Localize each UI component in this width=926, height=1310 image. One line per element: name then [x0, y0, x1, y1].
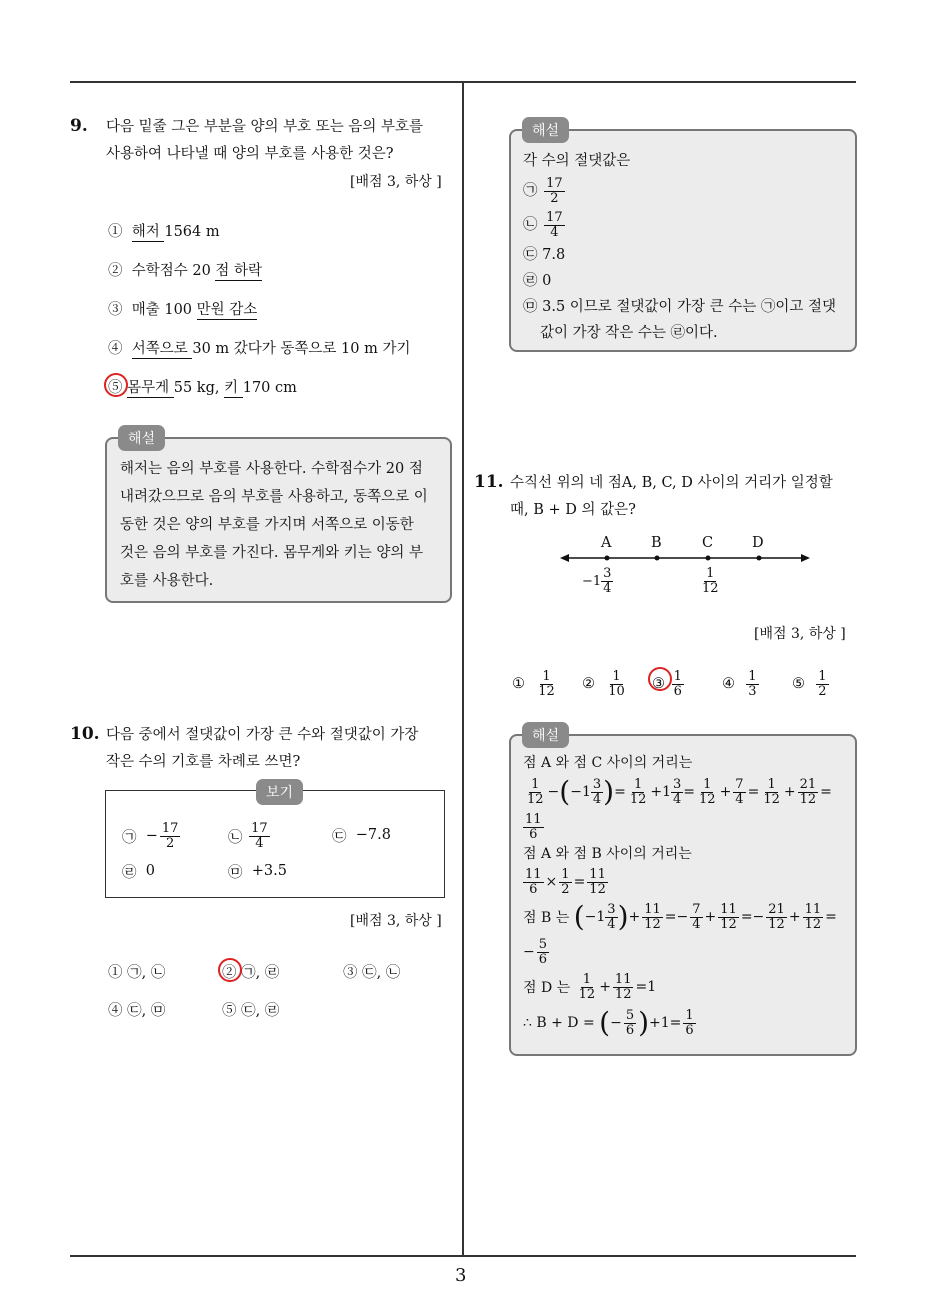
q9-number: 9.: [70, 116, 88, 136]
q9-choice-5[interactable]: ⑤ 몸무게 55 kg, 키 170 cm: [108, 380, 297, 396]
q9-solution-text: 해저는 음의 부호를 사용한다. 수학점수가 20 점 내려갔으므로 음의 부호를 사용하고, 동쪽으로 이 동한 것은 양의 부호를 가지며 서쪽으로 이동한 것은 음의 부호를 가진다. 몸무게와 키는 양의 부 호를 사용한다.: [120, 461, 428, 589]
q11-number: 11.: [474, 472, 504, 492]
q9-text-line1: 다음 밑줄 그은 부분을 양의 부호 또는 음의 부호를: [106, 119, 424, 135]
q11-sol-eq4: 점 D 는 $\frac{1}{12}$ + $\frac{11}{12}$ =1: [523, 971, 657, 1002]
q11-sol-eq2: $\frac{11}{6}$ × $\frac{1}{2}$ = $\frac{11}{12}$: [525, 866, 606, 897]
q11-sol-eq1: $\frac{1}{12}$ − ( −1 $\frac{3}{4}$ ) = $\frac{1}{12}$ +1 $\frac{3}{4}$ = $\frac{1}{12}$ + $\frac{7}{4}$ = $\frac{1}{12}$ + $\frac{21}{12}$ =: [527, 775, 832, 808]
q9-choice-1[interactable]: ① 해저 1564 m: [108, 224, 220, 240]
q11-sol-line1: 점 A 와 점 C 사이의 거리는: [523, 755, 693, 771]
q11-a-label: −1 $\frac{3}{4}$: [582, 565, 612, 596]
q10-choice-3[interactable]: ③ ㉢, ㉡: [343, 965, 401, 981]
q9-answer-circle: [104, 373, 128, 397]
page-number: 3: [455, 1265, 467, 1286]
q10-text: 다음 중에서 절댓값이 가장 큰 수와 절댓값이 가장 작은 수의 기호를 차례로 쓰면?: [106, 727, 419, 770]
q11-solution-text: 점 A 와 점 C 사이의 거리는 $\frac{1}{12}$ − ( −1 $\frac{3}{4}$ ) = $\frac{1}{12}$ +1 $\frac{3}{4}$ = $\frac{1}{12}$ + $\frac{7}{4}$ = $\frac{1}{12}$ + $\frac{21}{12}$ = $\frac{11}{6}$ 점 A 와 점 B 사이의 거리는 $\frac{11}{6}$ × $\frac{1}{2}$ = $\frac{11}{12}$ 점 B 는 ( −1 $\frac{3}{4}$ ) + $\frac{11}{12}$ =− $\frac{7}{4}$ + $\frac{11}{12}$ =− $\frac{21}{12}$ + $\frac{11}{12}$ = − $\frac{5}{6}$ 점 D 는 $\frac{1}{12}$ + $\frac{11}{12}$ =1 ∴ B + D = ( − $\frac{5}{6}$ ) +1= $\frac{1}{6}$: [523, 753, 851, 1041]
q11-choice-2[interactable]: ② $\frac{1}{10}$: [582, 668, 625, 699]
bottom-rule: [70, 1255, 856, 1257]
q11-choice-3[interactable]: ③ $\frac{1}{6}$: [652, 668, 682, 699]
q9-choice-4[interactable]: ④ 서쪽으로 30 m 갔다가 동쪽으로 10 m 가기: [108, 341, 411, 357]
q10-bogi-tag: 보기: [256, 779, 303, 805]
q10-bogi-e: ㉤ +3.5: [228, 863, 287, 881]
q10-bogi-c: ㉢ −7.8: [332, 827, 391, 845]
q11-point-c: C: [702, 535, 714, 551]
q10-solution-text: 각 수의 절댓값은 ㉠ $\frac{17}{2}$ ㉡ $\frac{17}{4}$ ㉢ 7.8 ㉣ 0 ㉤ 3.5 이므로 절댓값이 가장 큰 수는 ㉠이고 절댓 값이 가장 작은 수는 ㉣이다.: [523, 153, 837, 341]
q10-choice-5[interactable]: ⑤ ㉢, ㉣: [222, 1003, 280, 1019]
q11-score: [배점 3, 하상 ]: [754, 626, 846, 642]
q11-point-d: D: [752, 535, 764, 551]
q10-bogi-a: ㉠ − $\frac{17}{2}$: [122, 820, 179, 851]
q10-solution-tag: 해설: [522, 117, 569, 143]
q9-text-line2: 사용하여 나타낼 때 양의 부호를 사용한 것은?: [106, 146, 394, 162]
q9-score: [배점 3, 하상 ]: [350, 174, 442, 190]
q10-number: 10.: [70, 724, 100, 744]
q9-choice-2[interactable]: ② 수학점수 20 점 하락: [108, 263, 263, 279]
q10-choice-2[interactable]: ② ㉠, ㉣: [222, 965, 280, 981]
q10-bogi-d: ㉣ 0: [122, 863, 155, 881]
q11-sol-eq3: 점 B 는 ( −1 $\frac{3}{4}$ ) + $\frac{11}{12}$ =− $\frac{7}{4}$ + $\frac{11}{12}$ =− $\frac{21}{12}$ + $\frac{11}{12}$ =: [523, 900, 837, 933]
q10-score: [배점 3, 하상 ]: [350, 913, 442, 929]
q11-solution-tag: 해설: [522, 722, 569, 748]
q9-choice-3[interactable]: ③ 매출 100 만원 감소: [108, 302, 258, 318]
q10-answer-circle: [218, 958, 242, 982]
q11-point-a: A: [601, 535, 612, 551]
q10-choice-4[interactable]: ④ ㉢, ㉤: [108, 1003, 166, 1019]
q10-choice-1[interactable]: ① ㉠, ㉡: [108, 965, 166, 981]
q11-c-label: $\frac{1}{12}$: [702, 565, 719, 596]
column-divider: [462, 82, 464, 1257]
q11-sol-eq5: ∴ B + D = ( − $\frac{5}{6}$ ) +1= $\frac{1}{6}$: [523, 1006, 694, 1039]
q10-bogi-b: ㉡ $\frac{17}{4}$: [228, 820, 268, 851]
q11-sol-line2: 점 A 와 점 B 사이의 거리는: [523, 846, 692, 862]
q9-text: [106, 114, 423, 168]
q11-text: 수직선 위의 네 점A, B, C, D 사이의 거리가 일정할 때, B + D 의 값은?: [510, 475, 833, 518]
q11-choice-4[interactable]: ④ $\frac{1}{3}$: [722, 668, 757, 699]
q11-choice-1[interactable]: ① $\frac{1}{12}$: [512, 668, 555, 699]
q11-point-b: B: [651, 535, 662, 551]
q9-solution-tag: 해설: [118, 425, 165, 451]
q11-answer-circle: [648, 667, 672, 691]
q11-choice-5[interactable]: ⑤ $\frac{1}{2}$: [792, 668, 827, 699]
